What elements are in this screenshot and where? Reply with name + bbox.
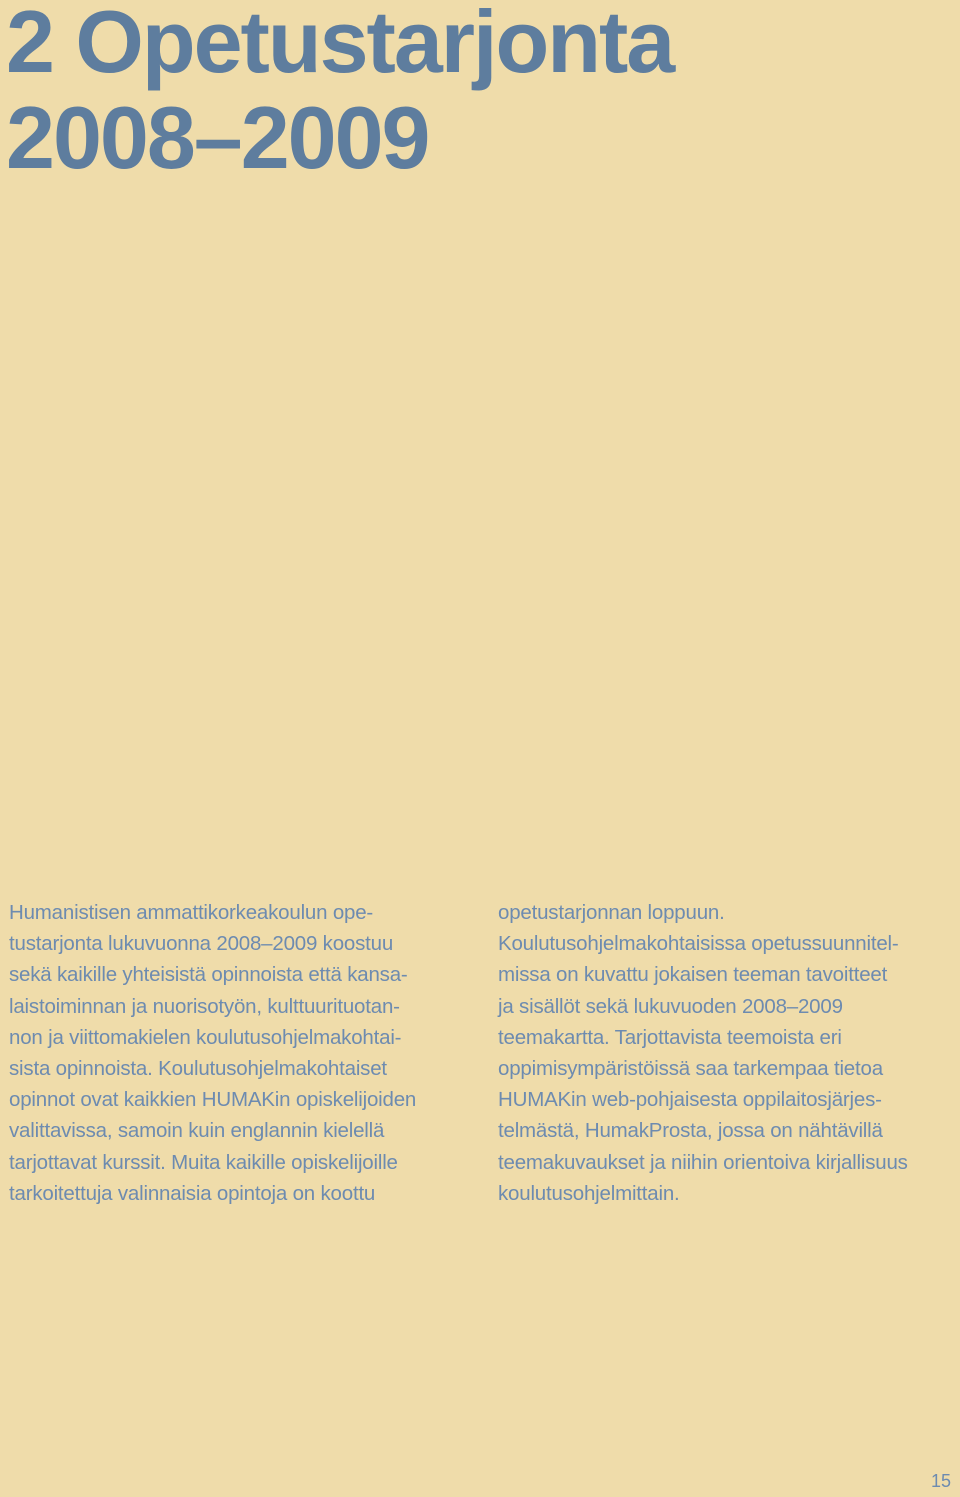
body-text-left-column — [9, 897, 471, 1209]
text-line: tarkoitettuja valinnaisia opintoja on koottu — [9, 1181, 376, 1205]
text-line: sekä kaikille yhteisistä opinnoista että kansa- — [9, 963, 408, 987]
text-line: Koulutusohjelmakohtaisissa opetussuunnitel- — [498, 932, 899, 956]
page-number: 15 — [930, 1471, 951, 1491]
text-line: non ja viittomakielen koulutusohjelmakohtai- — [9, 1025, 402, 1049]
text-line: opinnot ovat kaikkien HUMAKin opiskelijoiden — [9, 1088, 417, 1112]
text-line: opetustarjonnan loppuun. — [498, 901, 725, 924]
title-line-1: 2 Opetustarjonta — [6, 0, 674, 91]
text-line: Humanistisen ammattikorkeakoulun ope- — [9, 901, 374, 924]
text-line: valittavissa, samoin kuin englannin kielellä — [9, 1119, 385, 1143]
text-line: missa on kuvattu jokaisen teeman tavoitteet — [498, 963, 888, 987]
title-line-2: 2008–2009 — [6, 88, 429, 187]
text-line: sista opinnoista. Koulutusohjelmakohtaiset — [9, 1057, 387, 1081]
text-line: teemakartta. Tarjottavista teemoista eri — [498, 1025, 842, 1049]
text-line: telmästä, HumakProsta, jossa on nähtävillä — [498, 1119, 883, 1143]
text-line: laistoiminnan ja nuorisotyön, kulttuurituotan- — [9, 994, 400, 1018]
text-line: ja sisällöt sekä lukuvuoden 2008–2009 — [498, 994, 843, 1018]
text-line: teemakuvaukset ja niihin orientoiva kirjallisuus — [498, 1150, 908, 1174]
text-line: koulutusohjelmittain. — [498, 1181, 680, 1205]
body-text-right-column — [498, 897, 953, 1209]
text-line: tustarjonta lukuvuonna 2008–2009 koostuu — [9, 932, 394, 956]
text-line: oppimisympäristöissä saa tarkempaa tietoa — [498, 1057, 883, 1081]
text-line: HUMAKin web-pohjaisesta oppilaitosjärjes- — [498, 1088, 882, 1112]
page-title — [6, 0, 673, 186]
text-line: tarjottavat kurssit. Muita kaikille opiskelijoille — [9, 1150, 398, 1174]
